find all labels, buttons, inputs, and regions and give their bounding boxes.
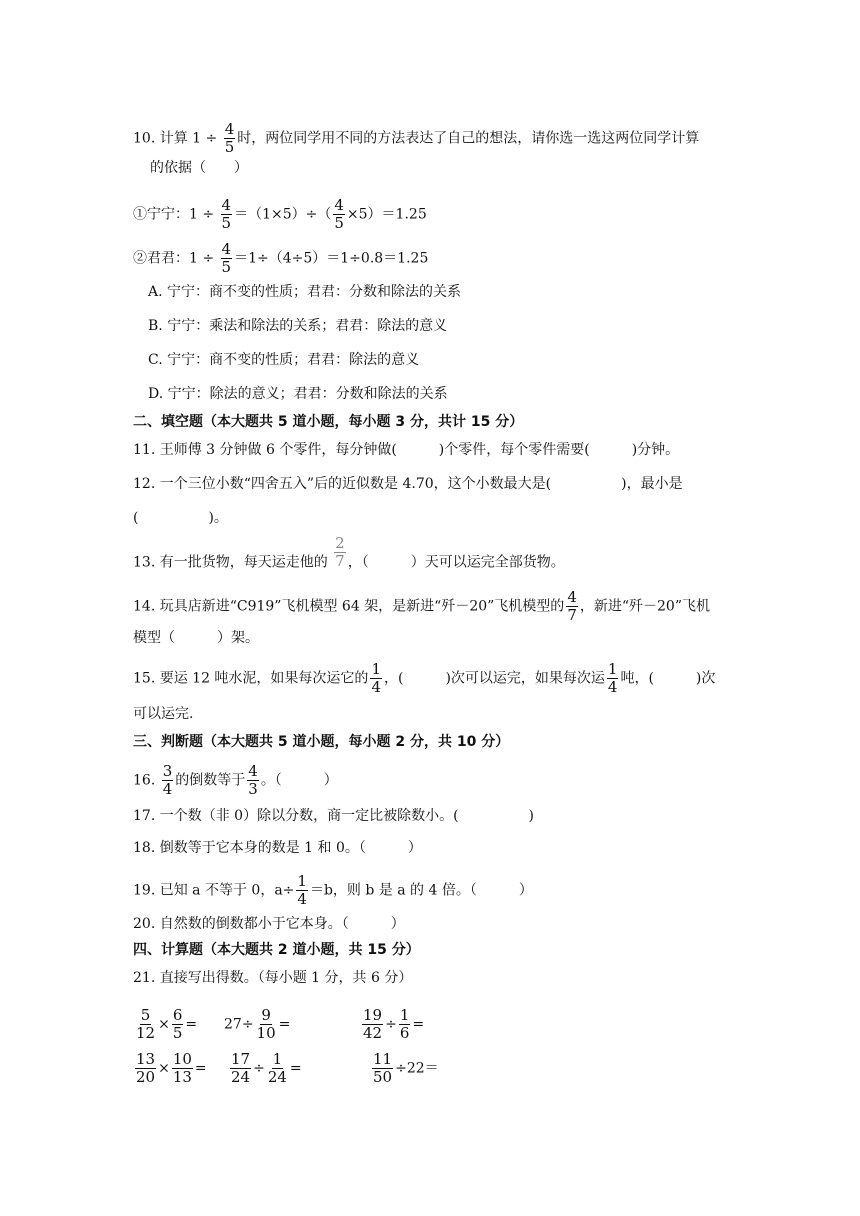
q13: 13. 有一批货物，每天运走他的 $\frac{2}{7}$ ，（ ）天可以运完全部货物。: [133, 534, 565, 571]
q21-expr-3: $\frac{19}{42}$ ÷ $\frac{1}{6}$ =: [363, 1006, 425, 1042]
q10-method-1: ①宁宁：1 ÷ $\frac{4}{5}$ ＝（1×5）÷（ $\frac{4}{5}$ ×5）＝1.25: [133, 196, 427, 232]
fraction: $\frac{4}{5}$: [224, 120, 235, 156]
q15-line2: 可以运完.: [133, 706, 194, 722]
q10-option-c[interactable]: C. 宁宁：商不变的性质；君君：除法的意义: [148, 352, 420, 368]
fraction: $\frac{1}{4}$: [297, 872, 307, 908]
q21-expr-5: $\frac{17}{24}$ ÷ $\frac{1}{24}$ =: [231, 1050, 302, 1086]
q11: 11. 王师傅 3 分钟做 6 个零件，每分钟做( )个零件，每个零件需要( )分钟。: [133, 442, 680, 458]
fraction: $\frac{5}{12}$: [136, 1006, 156, 1042]
q20: 20. 自然数的倒数都小于它本身。（ ）: [133, 916, 405, 932]
fraction: $\frac{10}{13}$: [172, 1050, 192, 1086]
q16: 16. $\frac{3}{4}$ 的倒数等于 $\frac{4}{3}$ 。（ ）: [133, 762, 338, 798]
q10-method-2: ②君君：1 ÷ $\frac{4}{5}$ ＝1÷（4÷5）＝1÷0.8＝1.25: [133, 240, 429, 276]
fraction: $\frac{19}{42}$: [363, 1006, 383, 1042]
q21-expr-2: 27÷ $\frac{9}{10}$ =: [224, 1006, 291, 1042]
fraction: $\frac{9}{10}$: [256, 1006, 276, 1042]
q12-line1: 12. 一个三位小数“四舍五入”后的近似数是 4.70，这个小数最大是( )，最小是: [133, 476, 683, 492]
section-3-heading: 三、判断题（本大题共 5 道小题，每小题 2 分，共 10 分）: [133, 734, 510, 750]
fraction: $\frac{1}{4}$: [371, 660, 381, 696]
fraction: $\frac{1}{4}$: [607, 660, 618, 696]
fraction: $\frac{11}{50}$: [373, 1050, 393, 1086]
fraction: $\frac{4}{5}$: [334, 196, 344, 232]
q21-title: 21. 直接写出得数。（每小题 1 分，共 6 分）: [133, 970, 413, 986]
q21-expr-6: $\frac{11}{50}$ ÷22＝: [373, 1050, 439, 1086]
q17: 17. 一个数（非 0）除以分数，商一定比被除数小。( ): [133, 808, 534, 824]
q21-expr-4: $\frac{13}{20}$ × $\frac{10}{13}$ =: [136, 1050, 207, 1086]
q14-line2: 模型（ ）架。: [133, 630, 259, 646]
fraction: $\frac{6}{5}$: [172, 1006, 183, 1042]
q15-line1: 15. 要运 12 吨水泥，如果每次运它的 $\frac{1}{4}$ ，( )次可以运完，如果每次运 $\frac{1}{4}$ 吨，( )次: [133, 660, 716, 696]
fraction: $\frac{4}{7}$: [567, 588, 577, 624]
fraction: $\frac{17}{24}$: [231, 1050, 251, 1086]
q10-stem-line2: 的依据（ ）: [150, 160, 248, 176]
q19: 19. 已知 a 不等于 0，a÷ $\frac{1}{4}$ ＝b，则 b 是 a 的 4 倍。（ ）: [133, 872, 533, 908]
section-2-heading: 二、填空题（本大题共 5 道小题，每小题 3 分，共计 15 分）: [133, 414, 524, 430]
fraction: $\frac{1}{6}$: [399, 1006, 410, 1042]
q10-option-d[interactable]: D. 宁宁：除法的意义；君君：分数和除法的关系: [148, 386, 448, 402]
fraction: $\frac{13}{20}$: [136, 1050, 156, 1086]
section-4-heading: 四、计算题（本大题共 2 道小题，共 15 分）: [133, 942, 420, 958]
q14-line1: 14. 玩具店新进“C919”飞机模型 64 架，是新进“歼－20”飞机模型的 $\frac{4}{7}$ ，新进“歼－20”飞机: [133, 588, 710, 624]
fraction: $\frac{2}{7}$: [335, 534, 345, 570]
fraction: $\frac{4}{5}$: [221, 196, 232, 232]
q10-option-b[interactable]: B. 宁宁：乘法和除法的关系；君君：除法的意义: [148, 318, 448, 334]
fraction: $\frac{4}{3}$: [248, 762, 258, 798]
q18: 18. 倒数等于它本身的数是 1 和 0。（ ）: [133, 840, 422, 856]
fraction: $\frac{3}{4}$: [162, 762, 173, 798]
q21-expr-1: $\frac{5}{12}$ × $\frac{6}{5}$ =: [136, 1006, 198, 1042]
q12-line2: ( )。: [133, 510, 228, 526]
q10-stem: 10. 计算 1 ÷ $\frac{4}{5}$ 时，两位同学用不同的方法表达了自己的想法，请你选一选这两位同学计算: [133, 120, 700, 156]
fraction: $\frac{4}{5}$: [221, 240, 232, 276]
fraction: $\frac{1}{24}$: [267, 1050, 287, 1086]
q10-option-a[interactable]: A. 宁宁：商不变的性质；君君：分数和除法的关系: [148, 284, 462, 300]
